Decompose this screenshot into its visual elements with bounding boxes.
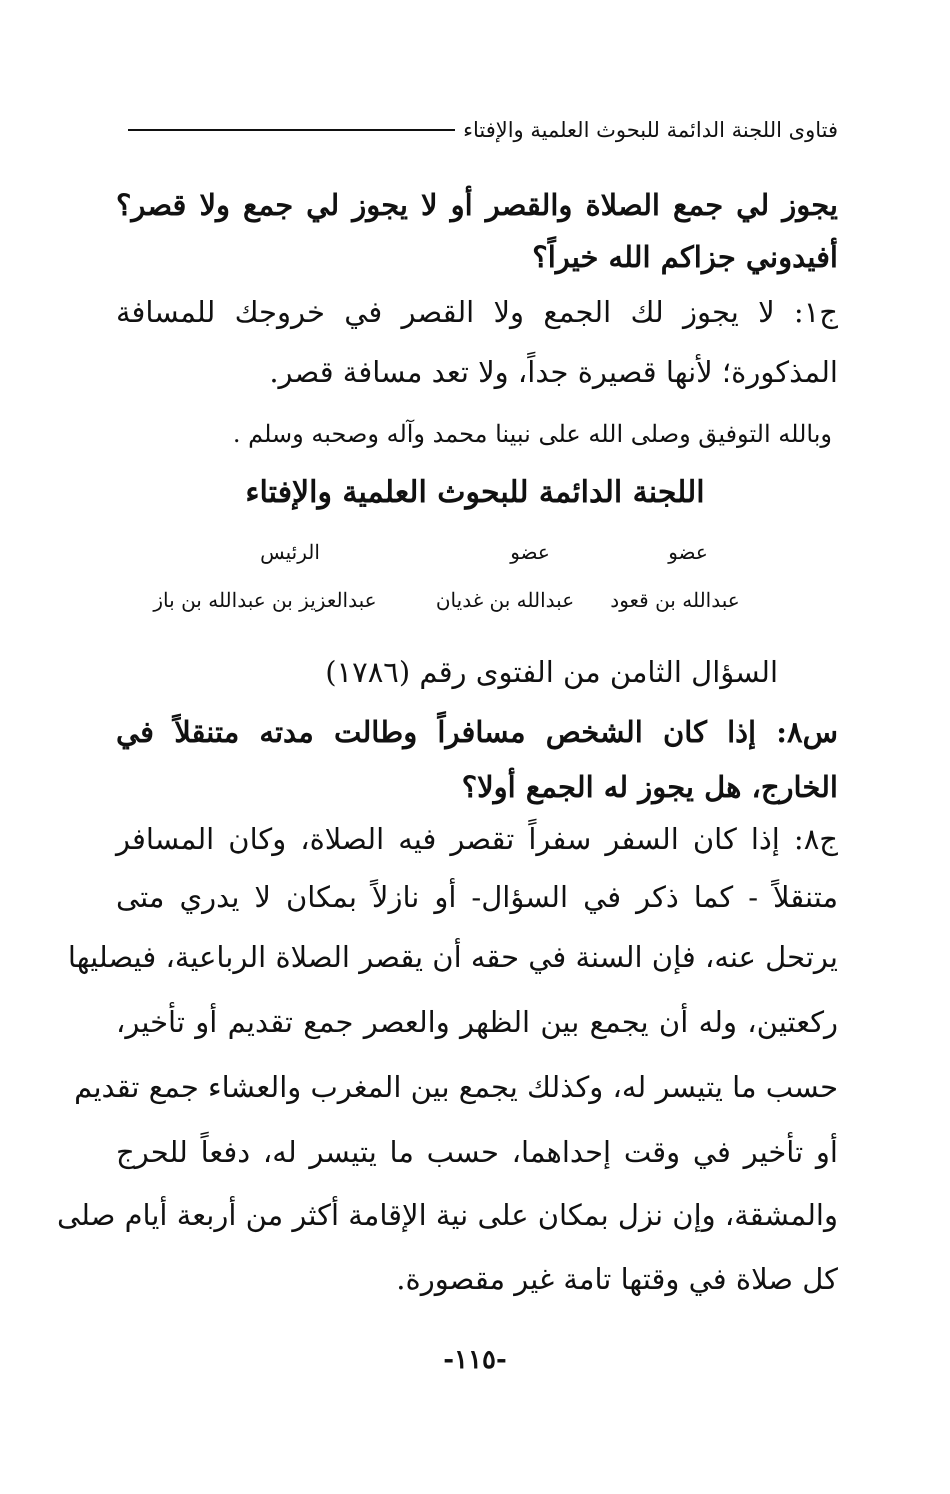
president-name: عبدالعزيز بن عبدالله بن باز xyxy=(153,588,377,612)
member-2-role: عضو xyxy=(510,540,550,564)
answer-1-line-1: ج١: لا يجوز لك الجمع ولا القصر في خروجك للمسافة xyxy=(116,295,838,329)
member-1-name: عبدالله بن قعود xyxy=(610,588,740,612)
closing-formula: وبالله التوفيق وصلى الله على نبينا محمد وآله وصحبه وسلم . xyxy=(232,420,832,448)
answer-8-line-2: متنقلاً - كما ذكر في السؤال- أو نازلاً بمكان لا يدري متى xyxy=(116,880,838,914)
committee-name: اللجنة الدائمة للبحوث العلمية والإفتاء xyxy=(245,475,705,510)
running-header-rule xyxy=(128,129,455,131)
running-header xyxy=(128,118,838,142)
page-number: -١١٥- xyxy=(443,1345,507,1375)
question-8-line-1: س٨: إذا كان الشخص مسافراً وطالت مدته متنقلاً في xyxy=(116,715,838,749)
president-role: الرئيس xyxy=(260,540,320,564)
question-8-line-2: الخارج، هل يجوز له الجمع أولا؟ xyxy=(461,770,838,804)
member-1-role: عضو xyxy=(668,540,708,564)
answer-8-line-1: ج٨: إذا كان السفر سفراً تقصر فيه الصلاة، وكان المسافر xyxy=(116,822,838,856)
answer-8-line-5: حسب ما يتيسر له، وكذلك يجمع بين المغرب والعشاء جمع تقديم xyxy=(74,1070,838,1104)
answer-1-line-2: المذكورة؛ لأنها قصيرة جداً، ولا تعد مسافة قصر. xyxy=(269,355,838,389)
answer-8-line-8: كل صلاة في وقتها تامة غير مقصورة. xyxy=(396,1262,838,1296)
question-1-line-1: يجوز لي جمع الصلاة والقصر أو لا يجوز لي جمع ولا قصر؟ xyxy=(116,188,838,222)
question-1-line-2: أفيدوني جزاكم الله خيراً؟ xyxy=(532,240,838,274)
answer-8-line-6: أو تأخير في وقت إحداهما، حسب ما يتيسر له، دفعاً للحرج xyxy=(116,1135,838,1169)
answer-8-line-3: يرتحل عنه، فإن السنة في حقه أن يقصر الصلاة الرباعية، فيصليها xyxy=(67,940,838,974)
answer-8-line-4: ركعتين، وله أن يجمع بين الظهر والعصر جمع تقديم أو تأخير، xyxy=(116,1005,838,1039)
answer-8-line-7: والمشقة، وإن نزل بمكان على نية الإقامة أكثر من أربعة أيام صلى xyxy=(56,1198,838,1232)
member-2-name: عبدالله بن غديان xyxy=(435,588,575,612)
fatwa-heading: السؤال الثامن من الفتوى رقم (١٧٨٦) xyxy=(325,655,778,689)
running-header-title: فتاوى اللجنة الدائمة للبحوث العلمية والإفتاء xyxy=(463,118,838,142)
